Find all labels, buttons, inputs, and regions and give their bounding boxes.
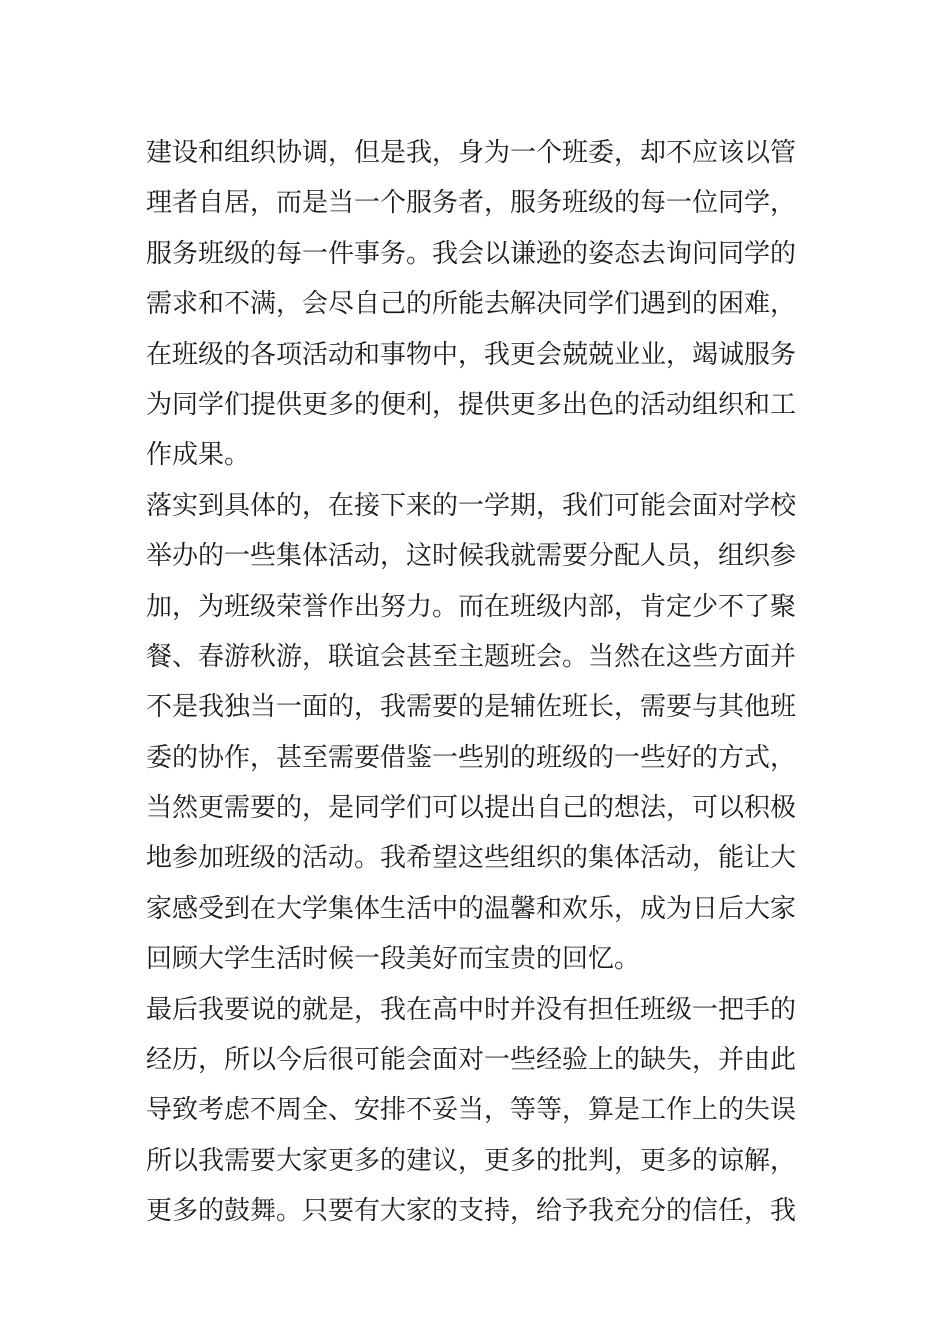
text-line: 所以我需要大家更多的建议，更多的批判，更多的谅解， [146, 1145, 797, 1176]
text-line: 举办的一些集体活动，这时候我就需要分配人员，组织参 [146, 541, 797, 572]
text-line: 作成果。 [146, 440, 251, 471]
text-line: 导致考虑不周全、安排不妥当，等等，算是工作上的失误 [146, 1095, 797, 1126]
text-line: 为同学们提供更多的便利，提供更多出色的活动组织和工 [146, 389, 797, 420]
text-line: 最后我要说的就是，我在高中时并没有担任班级一把手的 [146, 994, 797, 1025]
text-line: 委的协作，甚至需要借鉴一些别的班级的一些好的方式， [146, 742, 797, 773]
text-line: 需求和不满，会尽自己的所能去解决同学们遇到的困难， [146, 289, 797, 320]
text-line: 加，为班级荣誉作出努力。而在班级内部，肯定少不了聚 [146, 591, 797, 622]
text-line: 家感受到在大学集体生活中的温馨和欢乐，成为日后大家 [146, 893, 797, 924]
text-line: 更多的鼓舞。只要有大家的支持，给予我充分的信任，我 [146, 1196, 797, 1227]
document-body [146, 128, 816, 1237]
text-line: 餐、春游秋游，联谊会甚至主题班会。当然在这些方面并 [146, 641, 797, 672]
text-line: 不是我独当一面的，我需要的是辅佐班长，需要与其他班 [146, 692, 797, 723]
text-line: 地参加班级的活动。我希望这些组织的集体活动，能让大 [146, 843, 797, 874]
text-line: 当然更需要的，是同学们可以提出自己的想法，可以积极 [146, 793, 797, 824]
text-line: 服务班级的每一件事务。我会以谦逊的姿态去询问同学的 [146, 238, 797, 269]
text-line: 建设和组织协调，但是我，身为一个班委，却不应该以管 [146, 138, 797, 168]
text-line: 在班级的各项活动和事物中，我更会兢兢业业，竭诚服务 [146, 339, 797, 370]
text-line: 理者自居，而是当一个服务者，服务班级的每一位同学， [146, 188, 797, 219]
text-line: 回顾大学生活时候一段美好而宝贵的回忆。 [146, 944, 641, 975]
text-line: 经历，所以今后很可能会面对一些经验上的缺失，并由此 [146, 1045, 797, 1076]
text-line: 落实到具体的，在接下来的一学期，我们可能会面对学校 [146, 490, 797, 521]
